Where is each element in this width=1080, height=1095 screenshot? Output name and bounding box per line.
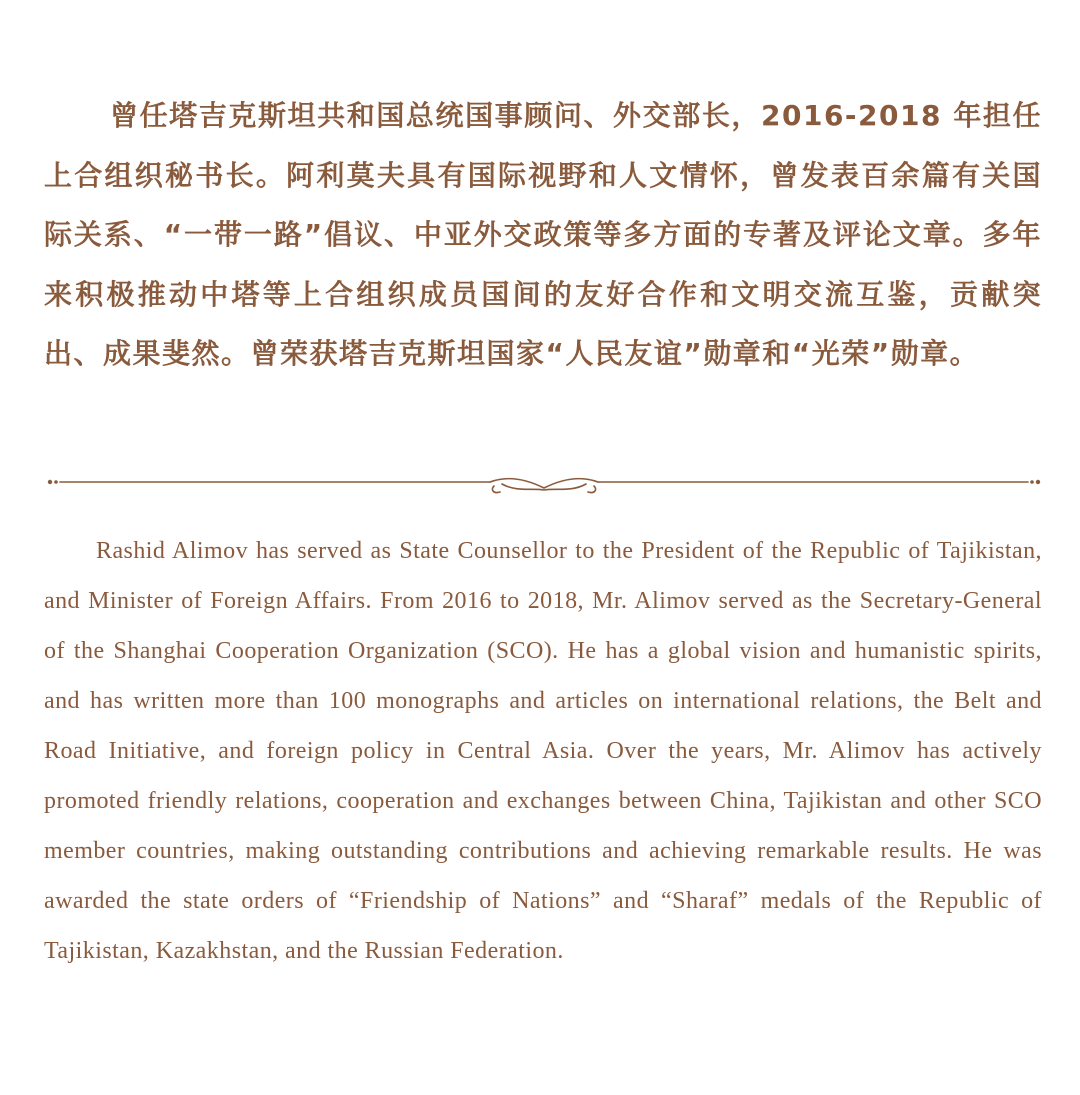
biography-english: Rashid Alimov has served as State Counsellor to the President of the Republic of Tajikistan, and Minister of Foreign Affairs. From 2016 to 2018, Mr. Alimov served as the Secretary-General of the Shanghai Cooperation Organization (SCO). He has a global vision and humanistic spirits, and has written more than 100 monographs and articles on international relations, the Belt and Road Initiative, and foreign policy in Central Asia. Over the years, Mr. Alimov has actively promoted friendly relations, cooperation and exchanges between China, Tajikistan and other SCO member countries, making outstanding contributions and achieving remarkable results. He was awarded the state orders of “Friendship of Nations” and “Sharaf” medals of the Republic of Tajikistan, Kazakhstan, and the Russian Federation. [44, 538, 1042, 964]
ornamental-divider-icon [46, 466, 1042, 506]
biography-chinese: 曾任塔吉克斯坦共和国总统国事顾问、外交部长，2016-2018 年担任上合组织秘书长。阿利莫夫具有国际视野和人文情怀，曾发表百余篇有关国际关系、“一带一路”倡议、中亚外交政策等多方面的专著及评论文章。多年来积极推动中塔等上合组织成员国间的友好合作和文明交流互鉴，贡献突出、成果斐然。曾荣获塔吉克斯坦国家“人民友谊”勋章和“光荣”勋章。 [44, 99, 1042, 370]
